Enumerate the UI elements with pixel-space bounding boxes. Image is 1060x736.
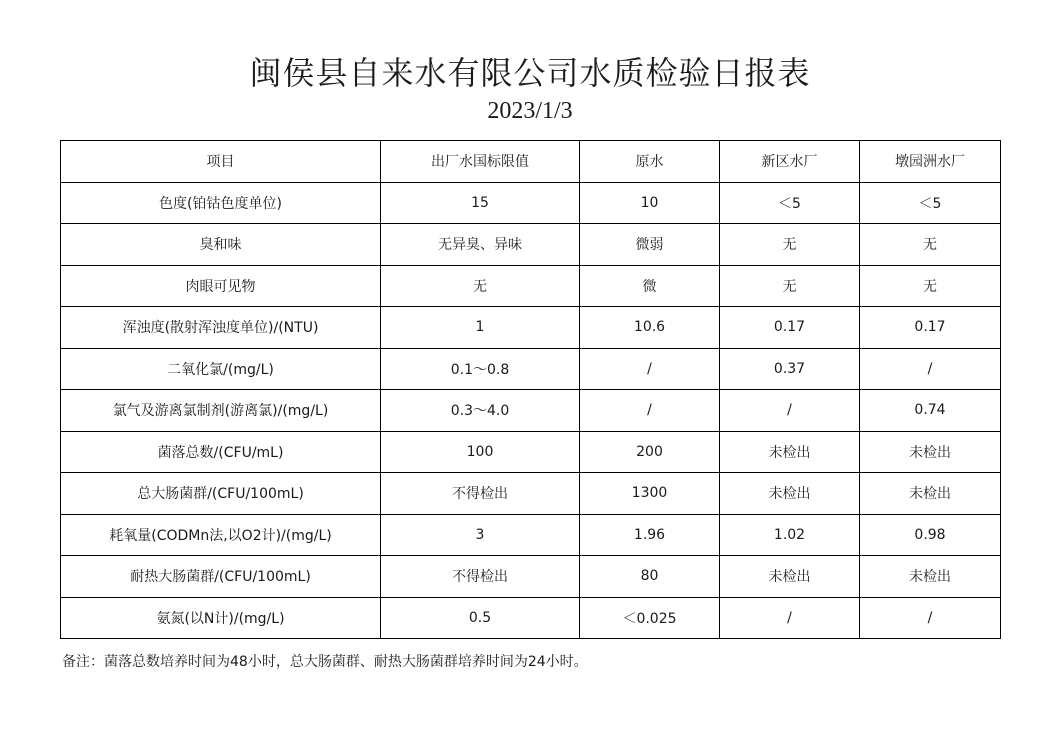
row-limit: 0.3～4.0 [381, 390, 580, 432]
row-raw: / [580, 348, 720, 390]
header-dunyuanzhou-plant: 墩园洲水厂 [860, 141, 1001, 183]
row-xinqu: 未检出 [720, 473, 860, 515]
table-row [61, 348, 1001, 390]
row-xinqu: 0.17 [720, 307, 860, 349]
row-dunyuanzhou: 未检出 [860, 556, 1001, 598]
footnote: 备注：菌落总数培养时间为48小时，总大肠菌群、耐热大肠菌群培养时间为24小时。 [62, 654, 588, 670]
header-xinqu-plant: 新区水厂 [720, 141, 860, 183]
row-raw: 1.96 [580, 514, 720, 556]
report-date: 2023/1/3 [487, 98, 573, 124]
report-title: 闽侯县自来水有限公司水质检验日报表 [249, 54, 811, 92]
row-dunyuanzhou: / [860, 597, 1001, 639]
row-xinqu: / [720, 390, 860, 432]
row-dunyuanzhou: 无 [860, 224, 1001, 266]
row-dunyuanzhou: / [860, 348, 1001, 390]
row-xinqu: 未检出 [720, 431, 860, 473]
row-raw: 微 [580, 265, 720, 307]
table-row [61, 597, 1001, 639]
header-item: 项目 [61, 141, 381, 183]
row-dunyuanzhou: 无 [860, 265, 1001, 307]
table-row [61, 514, 1001, 556]
row-limit: 100 [381, 431, 580, 473]
row-item: 氨氮(以N计)/(mg/L) [61, 597, 381, 639]
row-xinqu: 无 [720, 224, 860, 266]
row-raw: 微弱 [580, 224, 720, 266]
row-xinqu: 1.02 [720, 514, 860, 556]
water-quality-table [60, 140, 1001, 639]
row-limit: 0.1～0.8 [381, 348, 580, 390]
row-raw: 200 [580, 431, 720, 473]
row-limit: 无异臭、异味 [381, 224, 580, 266]
row-item: 浑浊度(散射浑浊度单位)/(NTU) [61, 307, 381, 349]
row-limit: 不得检出 [381, 556, 580, 598]
row-xinqu: / [720, 597, 860, 639]
row-xinqu: 未检出 [720, 556, 860, 598]
row-limit: 3 [381, 514, 580, 556]
row-xinqu: 0.37 [720, 348, 860, 390]
table-row [61, 390, 1001, 432]
row-dunyuanzhou: 0.98 [860, 514, 1001, 556]
row-raw: 1300 [580, 473, 720, 515]
table-row [61, 556, 1001, 598]
header-raw-water: 原水 [580, 141, 720, 183]
row-raw: 80 [580, 556, 720, 598]
row-item: 耐热大肠菌群/(CFU/100mL) [61, 556, 381, 598]
row-dunyuanzhou: 0.74 [860, 390, 1001, 432]
row-raw: / [580, 390, 720, 432]
row-raw: 10 [580, 182, 720, 224]
row-item: 总大肠菌群/(CFU/100mL) [61, 473, 381, 515]
table-header-row [61, 141, 1001, 183]
row-limit: 不得检出 [381, 473, 580, 515]
row-limit: 无 [381, 265, 580, 307]
header-standard-limit: 出厂水国标限值 [381, 141, 580, 183]
row-item: 氯气及游离氯制剂(游离氯)/(mg/L) [61, 390, 381, 432]
row-item: 耗氧量(CODMn法,以O2计)/(mg/L) [61, 514, 381, 556]
row-raw: 10.6 [580, 307, 720, 349]
row-dunyuanzhou: ＜5 [860, 182, 1001, 224]
row-xinqu: 无 [720, 265, 860, 307]
row-item: 菌落总数/(CFU/mL) [61, 431, 381, 473]
table-row [61, 182, 1001, 224]
row-raw: ＜0.025 [580, 597, 720, 639]
table-row [61, 431, 1001, 473]
row-item: 二氧化氯/(mg/L) [61, 348, 381, 390]
table-row [61, 265, 1001, 307]
table-row [61, 473, 1001, 515]
row-dunyuanzhou: 未检出 [860, 431, 1001, 473]
table-row [61, 307, 1001, 349]
row-limit: 15 [381, 182, 580, 224]
row-limit: 0.5 [381, 597, 580, 639]
row-limit: 1 [381, 307, 580, 349]
table-row [61, 224, 1001, 266]
row-item: 肉眼可见物 [61, 265, 381, 307]
row-dunyuanzhou: 0.17 [860, 307, 1001, 349]
row-item: 色度(铂钴色度单位) [61, 182, 381, 224]
row-dunyuanzhou: 未检出 [860, 473, 1001, 515]
row-item: 臭和味 [61, 224, 381, 266]
row-xinqu: ＜5 [720, 182, 860, 224]
